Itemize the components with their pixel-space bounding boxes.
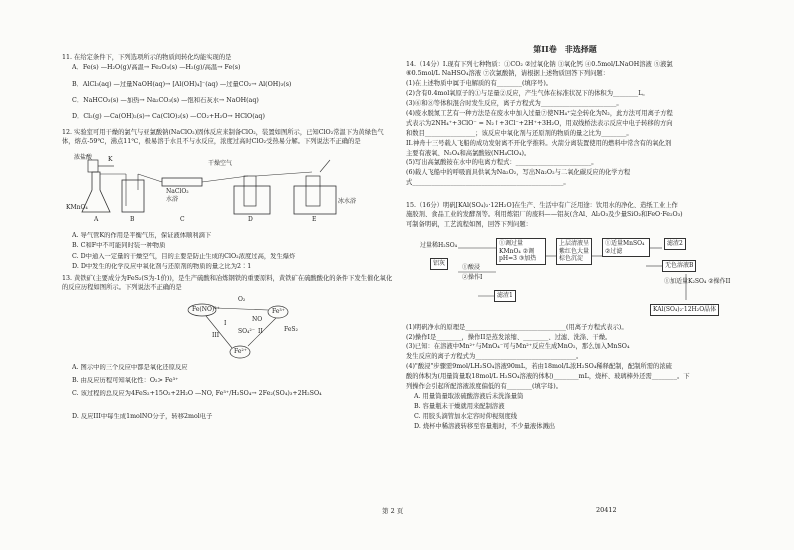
q15-opt-d: D. 烧杯中稀溶液转移至容量瓶时，不少量液体溅出 <box>414 422 556 430</box>
q15-line-1: 15.（16分）明矾[KAl(SO₄)₂·12H₂O]在生产、生活中有广泛用途：饮用水的净化、造纸工业上作 <box>406 201 678 209</box>
q12-apparatus-figure <box>62 150 394 228</box>
label-e: E <box>312 216 317 224</box>
q15-line-7: 发生反应的离子方程式为________________________________。 <box>406 353 583 361</box>
flow-filter-residue: 滤渣1 <box>494 290 516 302</box>
flow-solution-b: 无色溶液B <box>662 260 696 272</box>
q11-option-c: C．NaHCO₃(s) —加热→ Na₂CO₃(s) —饱和石灰水→ NaOH(aq) <box>72 96 259 104</box>
right-column <box>406 40 731 432</box>
q13-option-d: D. 反应III中每生成1molNO分子，转移2mol电子 <box>72 412 213 420</box>
q15-line-2: 施胶剂、食品工业的发酵剂等。利用炼铝厂的废料——铝灰(含Al、Al₂O₃及少量SiO₂和FeO·Fe₂O₃) <box>406 211 683 219</box>
q14-line-9: II.神舟十三号载人飞船的成功发射离不开化学推料。火箭分离装置使用的燃料中常含有的氧化剂 <box>406 139 672 147</box>
q11-option-b: B．AlCl₃(aq) —过量NaOH(aq)→ [Al(OH)₄]⁻(aq) —过量CO₂→ Al(OH)₃(s) <box>72 80 292 88</box>
label-k: K <box>108 156 113 164</box>
q14-line-5: (3)⑥和⑧等体积混合时发生反应，离子方程式为________________________。 <box>406 100 623 108</box>
label-fes2: FeS₂ <box>284 325 298 333</box>
q12-option-b: B. C和F中不可能同时装一种物质 <box>72 242 166 250</box>
q15-opt-a: A. 用量筒量取浓硫酸溶液后未洗涤量筒 <box>414 392 524 400</box>
q14-line-13: 式________________________________________________。 <box>406 179 570 187</box>
q15-line-8: (4)"酸浸"步骤需9mol/LH₂SO₄溶液90mL，若由18mol/L浓H₂SO₄稀释配制，配制所需的浓硫 <box>406 363 672 371</box>
q15-line-3: 可制备明矾，工艺流程如图，回答下列问题： <box>406 221 532 229</box>
node-fe-no: Fe(NO)²⁺ <box>192 305 220 313</box>
label-d: D <box>248 216 253 224</box>
flow-layer: 上层清液呈紫红色大量棕色沉淀 <box>556 238 592 266</box>
label-so4: SO₄²⁻ <box>238 327 256 335</box>
q14-line-3: (1)在上述物质中属于电解质的有________(填序号)。 <box>406 80 553 88</box>
q15-line-9: 酸的体积为(用量筒量取18mol/L H₂SO₄溶液的体积)________mL，烧杯、玻璃棒外还需________。下 <box>406 373 690 381</box>
q15-line-4: (1)明矾净水的原理是________________________________(用离子方程式表示)。 <box>406 323 628 331</box>
q13-option-c: C. 该过程的总反应为4FeS₂+15O₂+2H₂O —NO, Fe³⁺/H₂SO₄→ 2Fe₂(SO₄)₃+2H₂SO₄ <box>72 390 322 398</box>
q14-line-12: (6)载人飞船中的呼吸面具供氧为Na₂O₂，写出Na₂O₂与二氧化碳反应的化学方程 <box>406 169 631 177</box>
label-naclo3: NaClO₂ <box>166 188 189 196</box>
q14-line-10: 主要有液氧、N₂O₄和高氯酸铵(NH₄ClO₄)。 <box>406 149 531 157</box>
question-12-stem: 12. 实验室可用干燥的氯气与亚氯酸钠(NaClO₂)固体反应来制备ClO₂，装置如图所示，已知ClO₂常温下为黄绿色气体，熔点-59℃，沸点11℃，极易溶于水且不与水反应，浓度过高时ClO₂受热易分解。下列说法不正确的是 <box>62 129 384 145</box>
flow-step1: ①酸浸 <box>462 263 481 271</box>
q13-option-b: B. 由反应历程可知氧化性：O₂> Fe³⁺ <box>72 377 179 385</box>
flow-roast: 铝灰 <box>430 258 448 270</box>
flow-residue2: 滤渣2 <box>664 238 686 250</box>
question-13-stem: 13. 黄铁矿(主要成分为FeS₂(S为-1价))，是生产硫酸和冶炼钢铁的重要原料，黄铁矿在硫酸酸化的条件下发生催化氧化的反应历程如图所示。下列说法不正确的是 <box>62 275 393 291</box>
q12-option-c: C. D中通入一定量的干燥空气，目的主要是防止生成的ClO₂浓度过高，发生爆炸 <box>72 252 296 260</box>
q15-line-6: (3)已知：在溶液中Mn²⁺与MnO₄⁻可与Mn²⁺反应生成MnO₂，那么加入MnSO₄ <box>406 343 630 351</box>
q13-option-a: A. 图示中的三个反应中都是氧化还原反应 <box>72 363 188 371</box>
q12-option-a: A. 导气管K的作用是平衡气压，保证液体顺利滴下 <box>72 232 212 240</box>
q12-option-d: D. D中发生的化学反应中氧化剂与还原剂的物质的量之比为2∶1 <box>72 262 252 270</box>
node-fe2: Fe²⁺ <box>234 347 247 355</box>
q14-line-2: ⑥0.5mol/L NaHSO₄溶液 ⑦次氯酸钠，请根据上述物质回答下列问题： <box>406 70 610 78</box>
q15-line-5: (2)操作I是________，操作II是蒸发浓缩、________、过滤、洗涤、干燥。 <box>406 333 612 341</box>
q11-option-a: A．Fe(s) —H₂O(g)/高温→ Fe₂O₃(s) —H₂(g)/高温→ Fe(s) <box>72 64 241 72</box>
node-fe3: Fe³⁺ <box>272 307 285 315</box>
q15-opt-c: C. 用胶头滴管加水定容时仰视刻度线 <box>414 412 518 420</box>
question-11-stem: 11. 在给定条件下，下列选项所示的物质间转化均能实现的是 <box>62 54 232 61</box>
left-column <box>62 54 394 429</box>
page-number: 第 2 页 <box>382 507 404 515</box>
label-a: A <box>94 216 99 224</box>
q14-line-7: 式表示为2NH₄⁺+3ClO⁻ = N₂↑+3Cl⁻+2H⁺+3H₂O，用双线桥法表示反应中电子转移的方向 <box>406 119 673 127</box>
flow-step-box: ①调过量KMnO₄ ②调pH=3 ③加热 <box>496 238 546 266</box>
label-acid: 浓盐酸 <box>74 154 93 162</box>
flow-step2: ②操作I <box>462 273 483 281</box>
label-b: B <box>130 216 135 224</box>
q15-line-10: 列操作会引起所配溶液浓度偏低的有________(填字母)。 <box>406 382 563 390</box>
flow-raw-material: 过量稀H₂SO₄ <box>420 241 458 249</box>
q14-line-8: 和数目________________；该反应中氧化剂与还原剂的物质的量之比为________。 <box>406 129 633 137</box>
q14-line-6: (4)废水脱氮工艺有一种方法是在废水中加入过量⑦使NH₄⁺完全转化为N₂，此方法可用离子方程 <box>406 110 673 117</box>
q15-flowchart <box>406 234 731 320</box>
doc-code: 20412 <box>596 506 617 514</box>
flow-step3: ①适量MnSO₄ ②过滤 <box>602 238 650 258</box>
flow-product: KAl(SO₄)₂·12H₂O晶体 <box>650 304 719 316</box>
label-kmno4: KMnO₄ <box>66 204 88 212</box>
section-title: 第II卷 非选择题 <box>533 44 597 54</box>
label-dry-air: 干燥空气 <box>208 160 233 168</box>
q14-line-4: (2)含有0.4mol氧原子的①与足量②反应，产生气体在标准状况下的体积为________L。 <box>406 90 649 98</box>
label-i: I <box>224 319 227 327</box>
label-iii: III <box>212 331 220 339</box>
q14-line-11: (5)写出高氯酸铵在水中的电离方程式：________________________。 <box>406 159 598 167</box>
label-no: NO <box>252 315 263 323</box>
q14-line-1: 14.（14分）I.现有下列七种物质：①CO₂ ②过氧化钠 ③氧化钙 ④0.5mol/LNaOH溶液 ⑤液氯 <box>406 60 673 68</box>
q13-cycle-diagram <box>62 296 394 360</box>
label-ii: II <box>258 327 263 335</box>
label-c: C <box>180 216 185 224</box>
label-o2: O₂ <box>238 295 246 303</box>
label-water-bath: 水浴 <box>166 196 179 204</box>
q15-opt-b: B. 容量瓶未干燥就用来配制溶液 <box>414 402 505 410</box>
q11-option-d: D．Cl₂(g) —Ca(OH)₂(s)→ Ca(ClO)₂(s) —CO₂+H₂O→ HClO(aq) <box>72 113 265 121</box>
label-ice-bath: 冰水浴 <box>338 198 357 206</box>
flow-op-ii: ①加适量K₂SO₄ ②操作II <box>664 277 731 285</box>
